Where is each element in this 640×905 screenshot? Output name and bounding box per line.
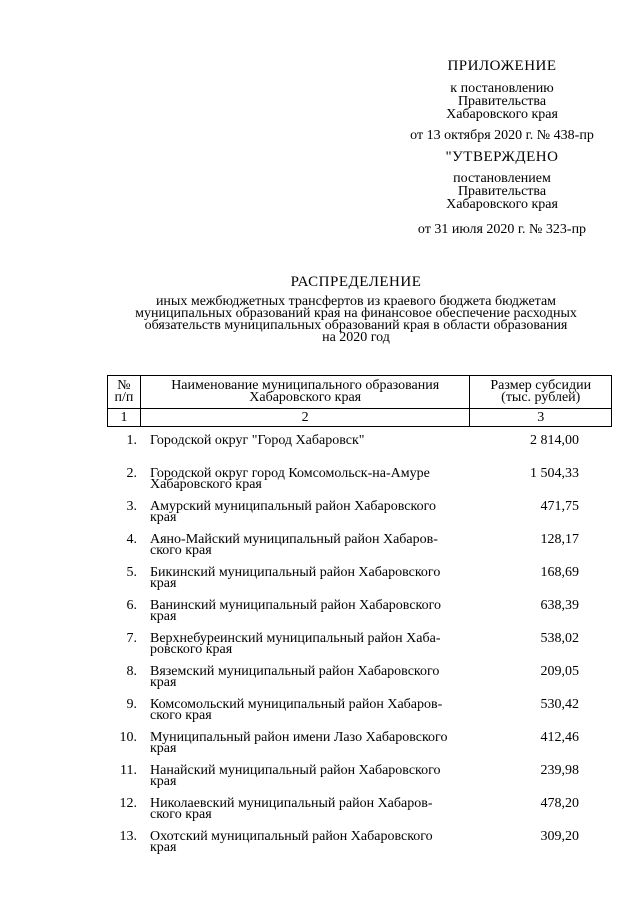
document-heading xyxy=(100,276,612,344)
row-name-line: края xyxy=(150,609,177,624)
row-value: 412,46 xyxy=(540,730,579,745)
row-number: 11. xyxy=(120,763,137,778)
row-value: 309,20 xyxy=(540,829,579,844)
appendix-date: от 13 октября 2020 г. № 438-пр xyxy=(410,128,594,143)
row-number: 7. xyxy=(126,631,137,646)
table-row xyxy=(107,435,612,468)
row-name-line: Нанайский муниципальный район Хабаровского xyxy=(150,763,441,778)
row-name-line: Амурский муниципальный район Хабаровского xyxy=(150,499,436,514)
appendix-line: к постановлению xyxy=(450,81,554,96)
table-row xyxy=(107,765,612,798)
header-num: № п/п xyxy=(108,376,141,409)
row-name xyxy=(150,831,480,853)
row-name xyxy=(150,666,480,688)
row-name-line: Городской округ город Комсомольск-на-Амуре xyxy=(150,466,430,481)
row-name xyxy=(150,765,480,787)
row-name xyxy=(150,699,480,721)
approved-line: постановлением xyxy=(453,171,551,186)
approved-line: Правительства xyxy=(457,184,547,199)
row-number: 1. xyxy=(126,433,137,448)
table-row xyxy=(107,798,612,831)
table-row xyxy=(107,699,612,732)
table-body xyxy=(107,435,612,864)
row-value: 471,75 xyxy=(540,499,579,514)
row-number: 2. xyxy=(126,466,137,481)
row-name-line: Бикинский муниципальный район Хабаровского xyxy=(150,565,441,580)
row-name xyxy=(150,534,480,556)
table-row xyxy=(107,831,612,864)
row-name xyxy=(150,600,480,622)
table-row xyxy=(107,534,612,567)
appendix-title: ПРИЛОЖЕНИЕ xyxy=(447,58,557,74)
row-number: 8. xyxy=(126,664,137,679)
row-value: 638,39 xyxy=(540,598,579,613)
row-name-line: Комсомольский муниципальный район Хабаров- xyxy=(150,697,443,712)
table-row xyxy=(107,468,612,501)
row-number: 10. xyxy=(119,730,137,745)
document-subtitle-line: обязательств муниципальных образований края в области образования xyxy=(144,318,568,333)
row-name-line: края xyxy=(150,840,177,855)
table-row xyxy=(107,600,612,633)
row-name-line: края xyxy=(150,675,177,690)
col-number-2: 2 xyxy=(140,409,470,427)
table-row xyxy=(107,567,612,600)
table-header xyxy=(107,375,612,427)
row-name xyxy=(150,501,480,523)
row-value: 209,05 xyxy=(540,664,579,679)
row-name-line: ского края xyxy=(150,543,212,558)
row-name-line: Городской округ "Город Хабаровск" xyxy=(150,433,365,448)
row-value: 168,69 xyxy=(540,565,579,580)
row-name-line: ровского края xyxy=(150,642,233,657)
row-name xyxy=(150,567,480,589)
document-subtitle-line: иных межбюджетных трансфертов из краевого бюджета бюджетам xyxy=(155,294,557,309)
row-value: 239,98 xyxy=(540,763,579,778)
row-name-line: края xyxy=(150,576,177,591)
document-subtitle-line: муниципальных образований края на финансовое обеспечение расходных xyxy=(135,306,577,321)
table-row xyxy=(107,732,612,765)
row-name-line: ского края xyxy=(150,807,212,822)
row-number: 6. xyxy=(126,598,137,613)
row-number: 4. xyxy=(126,532,137,547)
row-value: 2 814,00 xyxy=(530,433,579,448)
row-name xyxy=(150,633,480,655)
appendix-line: Правительства xyxy=(457,94,547,109)
row-name-line: Муниципальный район имени Лазо Хабаровского xyxy=(150,730,448,745)
row-name xyxy=(150,798,480,820)
col-number-1: 1 xyxy=(108,409,141,427)
row-number: 13. xyxy=(119,829,137,844)
row-name-line: Верхнебуреинский муниципальный район Хаба- xyxy=(150,631,441,646)
row-name xyxy=(150,732,480,754)
document-subtitle-line: на 2020 год xyxy=(322,330,390,345)
appendix-block xyxy=(390,60,614,236)
approved-title: "УТВЕРЖДЕНО xyxy=(445,149,559,165)
row-name-line: Аяно-Майский муниципальный район Хабаров- xyxy=(150,532,438,547)
row-number: 5. xyxy=(126,565,137,580)
row-name-line: края xyxy=(150,774,177,789)
header-value: Размер субсидии (тыс. рублей) xyxy=(470,376,612,409)
row-name-line: ского края xyxy=(150,708,212,723)
row-value: 1 504,33 xyxy=(530,466,579,481)
row-number: 9. xyxy=(126,697,137,712)
row-value: 478,20 xyxy=(540,796,579,811)
row-number: 3. xyxy=(126,499,137,514)
header-name: Наименование муниципального образования Хабаровского края xyxy=(140,376,470,409)
col-number-3: 3 xyxy=(470,409,612,427)
table-row xyxy=(107,666,612,699)
row-name-line: Вяземский муниципальный район Хабаровского xyxy=(150,664,440,679)
document-title: РАСПРЕДЕЛЕНИЕ xyxy=(290,274,422,290)
row-name-line: края xyxy=(150,510,177,525)
approved-date: от 31 июля 2020 г. № 323-пр xyxy=(417,222,587,237)
row-name-line: края xyxy=(150,741,177,756)
row-name xyxy=(150,435,480,446)
appendix-line: Хабаровского края xyxy=(446,107,558,122)
table-row xyxy=(107,633,612,666)
row-name xyxy=(150,468,480,490)
approved-line: Хабаровского края xyxy=(446,197,558,212)
table-row xyxy=(107,501,612,534)
row-name-line: Ванинский муниципальный район Хабаровского xyxy=(150,598,442,613)
row-name-line: Охотский муниципальный район Хабаровского xyxy=(150,829,433,844)
row-value: 128,17 xyxy=(540,532,579,547)
row-value: 530,42 xyxy=(540,697,579,712)
row-value: 538,02 xyxy=(540,631,579,646)
row-name-line: Хабаровского края xyxy=(150,477,262,492)
row-name-line: Николаевский муниципальный район Хабаров- xyxy=(150,796,433,811)
row-number: 12. xyxy=(119,796,137,811)
